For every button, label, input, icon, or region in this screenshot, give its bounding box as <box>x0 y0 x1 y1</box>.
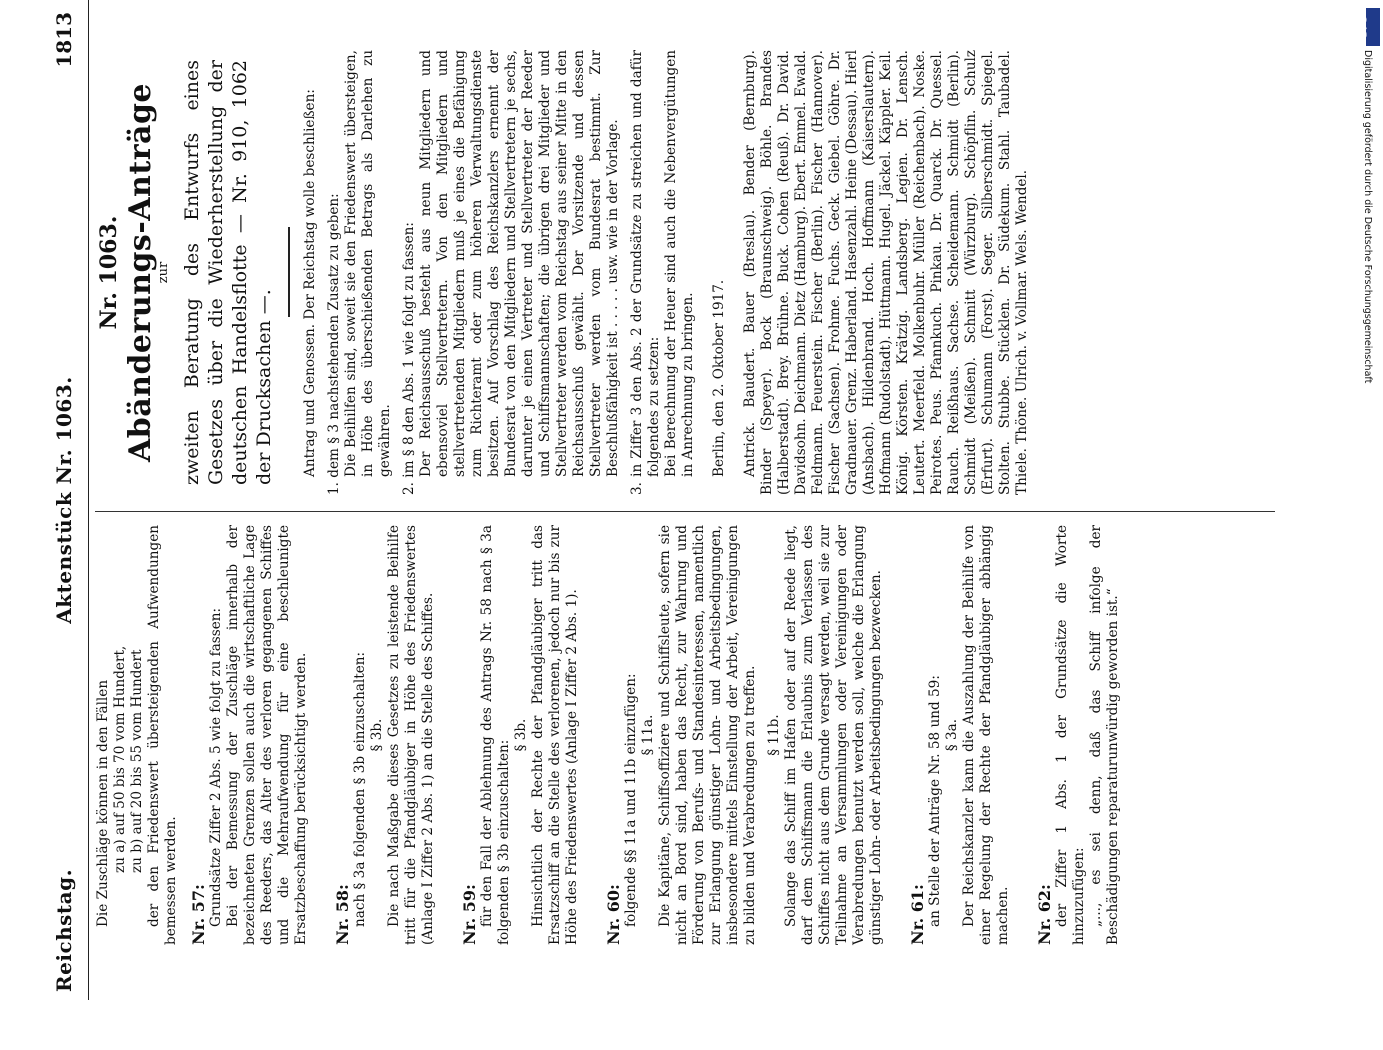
document-number: Nr. 1063. <box>96 215 122 330</box>
section-text: folgende §§ 11a und 11b einzufügen: <box>623 673 639 927</box>
section-label-57: Nr. 57: <box>189 884 208 945</box>
digitization-note: Digitalisierung gefördert durch die Deutsche Forschungsgemeinschaft <box>1362 50 1373 384</box>
intro-line: zu b) auf 20 bis 55 vom Hundert <box>129 649 145 873</box>
motion-items <box>326 50 697 495</box>
section-text: Die nach Maßgabe dieses Gesetzes zu leistende Beihilfe tritt für die Pfandgläubiger in Höhe des Friedenswertes (Anlage I Ziffer 2 Abs. 1) an die Stelle des Schiffes. <box>386 525 436 945</box>
section-label-58: Nr. 58: <box>333 884 352 945</box>
column-divider <box>95 511 1275 512</box>
motion-item-text: Bei Berechnung der Heuer sind auch die Nebenvergütungen in Anrechnung zu bringen. <box>662 50 696 477</box>
paragraph-sign: § 3b. <box>513 718 529 752</box>
date-line: Berlin, den 2. Oktober 1917. <box>710 279 727 477</box>
document-subtitle: zweiten Beratung des Entwurfs eines Gesetzes über die Wiederherstellung der deutschen Handelsflotte — Nr. 910, 1062 der Drucksachen —. <box>181 60 275 485</box>
motion-item: 3. in Ziffer 3 den Abs. 2 der Grundsätze zu streichen und dafür folgendes zu setzen: <box>628 50 662 495</box>
left-column <box>95 525 1122 945</box>
section-text: „..., es sei denn, daß das Schiff infolge der Beschädigungen reparaturunwürdig geworden ist.“ <box>1088 525 1121 945</box>
section-text: Hinsichtlich der Rechte der Pfandgläubiger tritt das Ersatzschiff an die Stelle des verlorenen, jedoch nur bis zur Höhe des Friedenswertes (Anlage I Ziffer 2 Abs. 1). <box>530 525 580 945</box>
section-label-59: Nr. 59: <box>460 884 479 945</box>
section-text: Der Reichskanzler kann die Auszahlung der Beihilfe von einer Regelung der Rechte der Pfandgläubiger abhängig machen. <box>961 525 1011 945</box>
header-title: Aktenstück Nr. 1063. <box>52 376 76 624</box>
section-label-60: Nr. 60: <box>604 884 623 945</box>
motion-item: 1. dem § 3 nachstehenden Zusatz zu geben: <box>325 193 342 495</box>
section-text: Die Kapitäne, Schiffsoffiziere und Schiffsleute, sofern sie nicht an Bord sind, haben das Recht, zur Wahrung und Förderung von Berufs- und Standesinteressen, namentlich zur Erlangung günstiger Lohn- und Arbeitsbedingungen, insbesondere mittels Einstellung der Arbeit, Vereinigungen zu bilden und Verabredungen zu treffen. <box>657 525 758 945</box>
section-label-61: Nr. 61: <box>908 884 927 945</box>
intro-line: zu a) auf 50 bis 70 vom Hundert, <box>112 645 128 873</box>
signatories: Antrick. Baudert. Bauer (Breslau). Bender (Bernburg). Binder (Speyer). Bock (Braunschweig). Böhle. Brandes (Halberstadt). Brey. Brühne. Buck. Cohen (Reuß). Dr. David. Davidsohn. Deichmann. Dietz (Hamburg). Ebert. Emmel. Ewald. Feldmann. Feuerstein. Fischer (Berlin). Fischer (Hannover). Fischer (Sachsen). Frohme. Fuchs. Geck. Giebel. Göhre. Dr. Gradnauer. Grenz. Haberland. Hasenzahl. Heine (Dessau). Hierl (Ansbach). Hildenbrand. Hoch. Hoffmann (Kaiserslautern). Hofmann (Rudolstadt). Hüttmann. Hugel. Jäckel. Käppler. Keil. König. Körsten. Krätzig. Landsberg. Legien. Dr. Lensch. Leutert. Meerfeld. Molkenbuhr. Müller (Reichenbach). Noske. Peirotes. Peus. Pfannkuch. Pinkau. Dr. Quarck. Dr. Quessel. Rauch. Reißhaus. Sachse. Scheidemann. Schmidt (Berlin). Schmidt (Meißen). Schmitt (Würzburg). Schöpflin. Schulz (Erfurt). Schumann (Forst). Seger. Silberschmidt. Spiegel. Stolten. Stubbe. Stücklen. Dr. Südekum. Stahl. Taubadel. Thiele. Thöne. Ulrich. v. Vollmar. Wels. Wendel. <box>741 50 1030 495</box>
paragraph-sign: § 11b. <box>766 714 782 756</box>
motion-item-text: Die Beihilfen sind, soweit sie den Friedenswert übersteigen, in Höhe des überschießenden Betrags als Darlehen zu gewähren. <box>342 50 393 477</box>
section-text: der Ziffer 1 Abs. 1 der Grundsätze die Worte hinzuzufügen: <box>1054 525 1087 945</box>
title-rule <box>288 228 290 318</box>
motion-item: 2. im § 8 den Abs. 1 wie folgt zu fassen: <box>400 222 417 495</box>
motion-item-text: Der Reichsausschuß besteht aus neun Mitgliedern und ebensoviel Stellvertretern. Von den Mitgliedern und stellvertretenden Mitgliedern muß je eines die Befähigung zum Richteramt oder zum höheren Verwaltungsdienste besitzen. Auf Vorschlag des Reichskanzlers ernennt der Bundesrat von den Mitgliedern und Stellvertretern je sechs, darunter je einen Vertreter und Stellvertreter der Reeder und Schiffsmannschaften; die übrigen drei Mitglieder und Stellvertreter werden vom Reichstag aus seiner Mitte in den Reichsausschuß gewählt. Der Vorsitzende und dessen Stellvertreter werden vom Bundesrat bestimmt. Zur Beschlußfähigkeit ist . . . . . usw. wie in der Vorlage. <box>417 50 621 477</box>
title-connector: zur <box>156 261 171 284</box>
paragraph-sign: § 3b. <box>369 718 385 752</box>
section-text: Solange das Schiff im Hafen oder auf der Reede liegt, darf dem Schiffsmann die Erlaubnis zum Verlassen des Schiffes nicht aus dem Grunde versagt werden, weil sie zur Teilnahme an Versammlungen oder Vereinigungen oder Verabredungen benutzt werden soll, welche die Erlangung günstiger Lohn- oder Arbeitsbedingungen bezwecken. <box>783 525 884 945</box>
intro-line: der den Friedenswert übersteigenden Aufwendungen bemessen werden. <box>146 525 179 945</box>
right-column <box>95 50 1031 495</box>
motion-intro: Antrag und Genossen. Der Reichstag wolle beschließen: <box>301 89 318 477</box>
header-left: Reichstag. <box>52 868 76 992</box>
document-title: Abänderungs-Anträge <box>123 82 158 463</box>
section-text: Bei der Bemessung der Zuschläge innerhalb der bezeichneten Grenzen sollen auch die wirtschaftliche Lage des Reeders, das Alter des verloren gegangenen Schiffes und die Mehraufwendung für eine beschleunigte Ersatzbeschaffung berücksichtigt werden. <box>225 525 309 945</box>
section-text: nach § 3a folgenden § 3b einzuschalten: <box>352 651 368 927</box>
intro-line: Die Zuschläge können in den Fällen <box>95 679 111 927</box>
section-text: Grundsätze Ziffer 2 Abs. 5 wie folgt zu fassen: <box>208 607 224 927</box>
page-header <box>0 0 89 1000</box>
section-text: an Stelle der Anträge Nr. 58 und 59: <box>927 675 943 927</box>
section-text: für den Fall der Ablehnung des Antrags Nr. 58 nach § 3a folgenden § 3b einzuschalten: <box>479 525 512 945</box>
page-number: 1813 <box>52 12 76 68</box>
dfg-logo: DFG <box>1366 8 1380 46</box>
section-label-62: Nr. 62: <box>1035 884 1054 945</box>
paragraph-sign: § 11a. <box>640 714 656 756</box>
paragraph-sign: § 3a. <box>944 718 960 752</box>
